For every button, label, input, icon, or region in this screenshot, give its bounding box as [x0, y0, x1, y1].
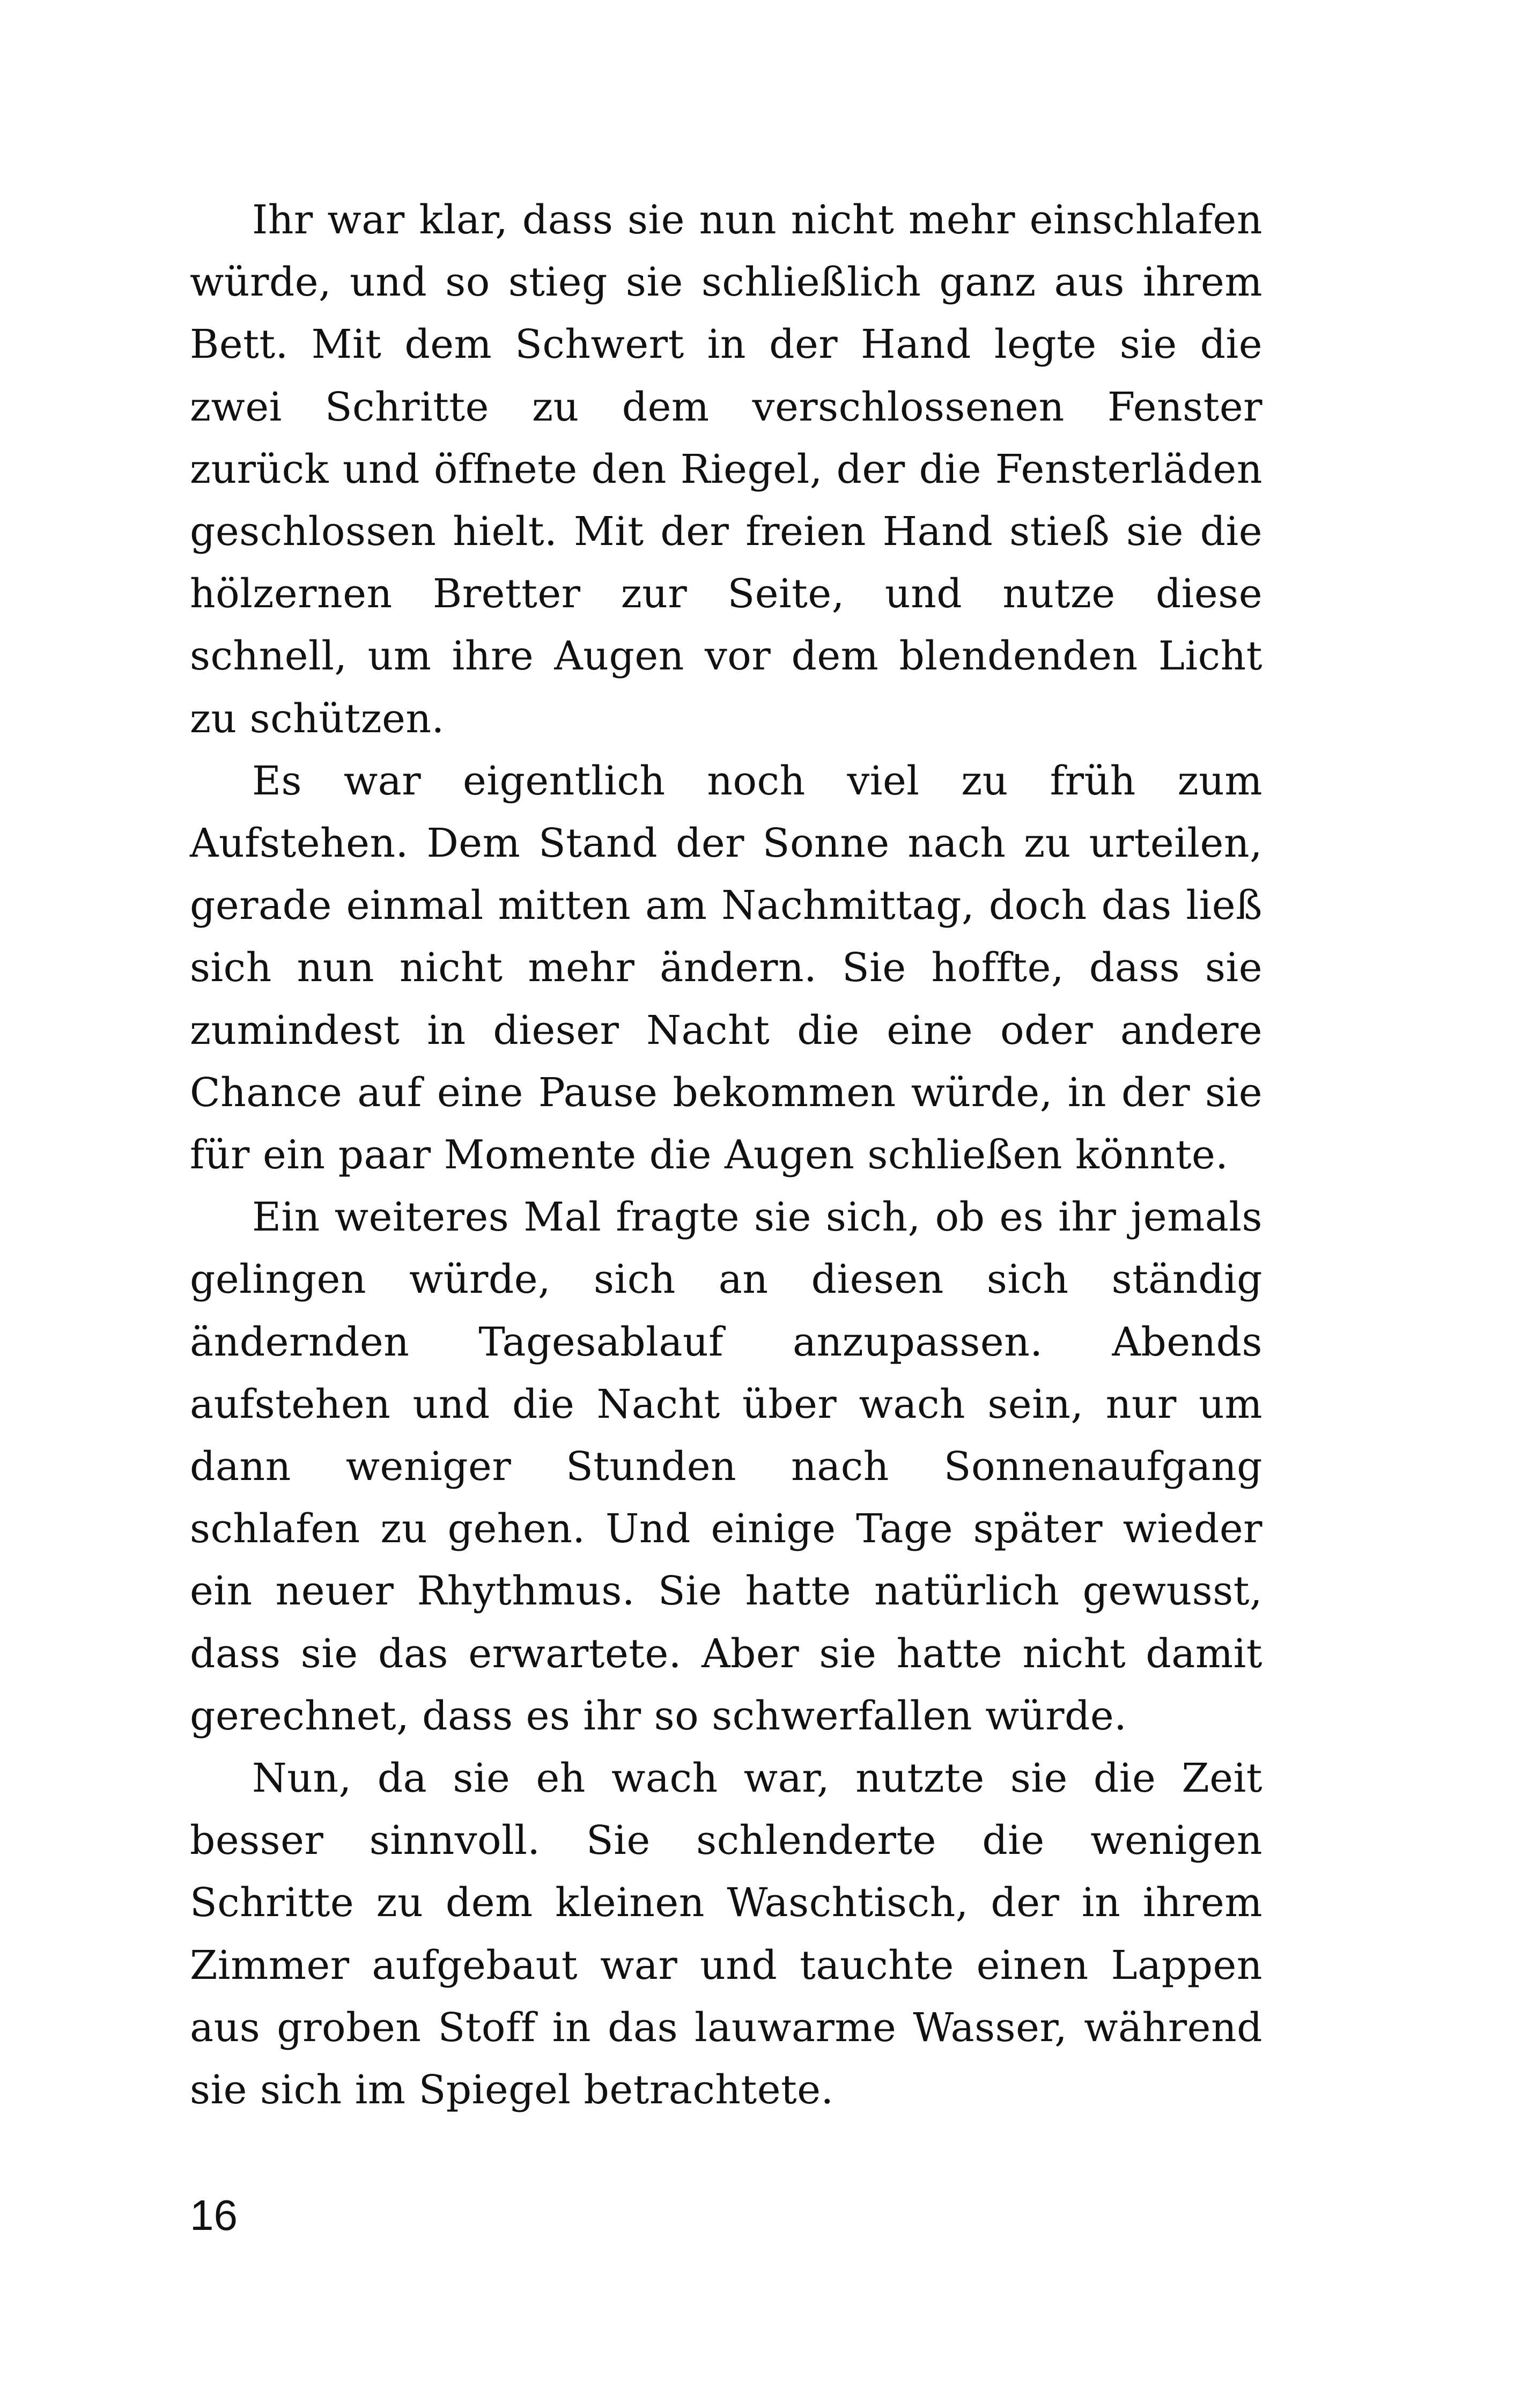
paragraph-2: Es war eigentlich noch viel zu früh zum Aufstehen. Dem Stand der Sonne nach zu urteilen, gerade einmal mitten am Nachmittag, doch das ließ sich nun nicht mehr ändern. Sie hoffte, dass sie zumindest in dieser Nacht die eine oder andere Chance auf eine Pause bekommen würde, in der sie für ein paar Momente die Augen schließen könnte. [190, 757, 1262, 1179]
paragraph-4: Nun, da sie eh wach war, nutzte sie die Zeit besser sinnvoll. Sie schlenderte die wenigen Schritte zu dem kleinen Waschtisch, der in ihrem Zimmer aufgebaut war und tauchte einen Lappen aus groben Stoff in das lauwarme Wasser, während sie sich im Spiegel betrachtete. [190, 1755, 1262, 2114]
page-number: 16 [190, 2191, 238, 2239]
paragraph-3: Ein weiteres Mal fragte sie sich, ob es ihr jemals gelingen würde, sich an diesen sich ständig ändernden Tagesablauf anzupassen. Abends aufstehen und die Nacht über wach sein, nur um dann weniger Stunden nach Sonnenaufgang schlafen zu gehen. Und einige Tage später wieder ein neuer Rhythmus. Sie hatte natürlich gewusst, dass sie das erwartete. Aber sie hatte nicht damit gerechnet, dass es ihr so schwerfallen würde. [190, 1194, 1262, 1739]
body-text [190, 189, 1262, 2121]
paragraph-1: Ihr war klar, dass sie nun nicht mehr einschlafen würde, und so stieg sie schließlich ganz aus ihrem Bett. Mit dem Schwert in der Hand legte sie die zwei Schritte zu dem verschlossenen Fenster zurück und öffnete den Riegel, der die Fensterläden geschlossen hielt. Mit der freien Hand stieß sie die hölzernen Bretter zur Seite, und nutze diese schnell, um ihre Augen vor dem blendenden Licht zu schützen. [190, 197, 1262, 742]
